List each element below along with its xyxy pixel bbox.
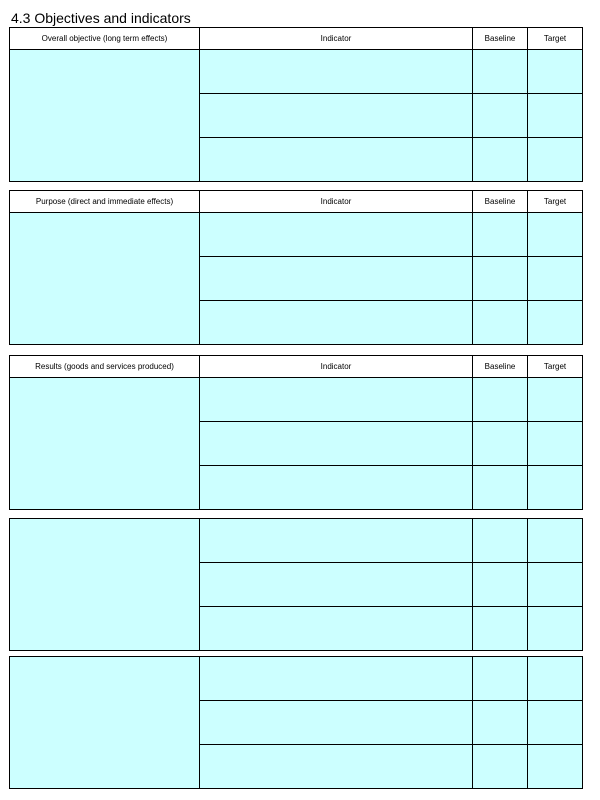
- baseline-column-header: Baseline: [473, 191, 528, 213]
- results-continuation-table: [9, 518, 583, 651]
- table-header-row: [10, 356, 583, 378]
- indicator-input-cell[interactable]: [200, 607, 473, 651]
- baseline-column-header: Baseline: [473, 356, 528, 378]
- table-row: [10, 378, 583, 422]
- baseline-input-cell[interactable]: [473, 745, 528, 789]
- indicator-input-cell[interactable]: [200, 745, 473, 789]
- objective-column-header: Overall objective (long term effects): [10, 28, 200, 50]
- result-input-cell[interactable]: [10, 378, 200, 510]
- overall-objective-table: [9, 27, 583, 182]
- target-input-cell[interactable]: [528, 94, 583, 138]
- target-column-header: Target: [528, 356, 583, 378]
- baseline-input-cell[interactable]: [473, 378, 528, 422]
- indicator-column-header: Indicator: [200, 356, 473, 378]
- result-input-cell[interactable]: [10, 519, 200, 651]
- target-input-cell[interactable]: [528, 563, 583, 607]
- target-column-header: Target: [528, 191, 583, 213]
- table-header-row: [10, 28, 583, 50]
- target-input-cell[interactable]: [528, 378, 583, 422]
- target-input-cell[interactable]: [528, 138, 583, 182]
- purpose-column-header: Purpose (direct and immediate effects): [10, 191, 200, 213]
- indicator-input-cell[interactable]: [200, 257, 473, 301]
- target-input-cell[interactable]: [528, 213, 583, 257]
- target-input-cell[interactable]: [528, 466, 583, 510]
- objective-input-cell[interactable]: [10, 50, 200, 182]
- target-input-cell[interactable]: [528, 519, 583, 563]
- indicator-input-cell[interactable]: [200, 50, 473, 94]
- indicator-column-header: Indicator: [200, 191, 473, 213]
- baseline-input-cell[interactable]: [473, 138, 528, 182]
- indicator-input-cell[interactable]: [200, 378, 473, 422]
- table-header-row: [10, 191, 583, 213]
- results-column-header: Results (goods and services produced): [10, 356, 200, 378]
- indicator-input-cell[interactable]: [200, 657, 473, 701]
- target-column-header: Target: [528, 28, 583, 50]
- baseline-input-cell[interactable]: [473, 301, 528, 345]
- table-row: [10, 657, 583, 701]
- indicator-column-header: Indicator: [200, 28, 473, 50]
- results-continuation-table: [9, 656, 583, 789]
- table-row: [10, 519, 583, 563]
- table-row: [10, 213, 583, 257]
- target-input-cell[interactable]: [528, 422, 583, 466]
- target-input-cell[interactable]: [528, 257, 583, 301]
- target-input-cell[interactable]: [528, 657, 583, 701]
- target-input-cell[interactable]: [528, 301, 583, 345]
- baseline-input-cell[interactable]: [473, 257, 528, 301]
- baseline-input-cell[interactable]: [473, 50, 528, 94]
- indicator-input-cell[interactable]: [200, 701, 473, 745]
- baseline-input-cell[interactable]: [473, 607, 528, 651]
- purpose-input-cell[interactable]: [10, 213, 200, 345]
- table-row: [10, 50, 583, 94]
- purpose-table: [9, 190, 583, 345]
- target-input-cell[interactable]: [528, 50, 583, 94]
- target-input-cell[interactable]: [528, 701, 583, 745]
- baseline-input-cell[interactable]: [473, 563, 528, 607]
- result-input-cell[interactable]: [10, 657, 200, 789]
- results-table: [9, 355, 583, 510]
- baseline-input-cell[interactable]: [473, 519, 528, 563]
- indicator-input-cell[interactable]: [200, 519, 473, 563]
- baseline-input-cell[interactable]: [473, 94, 528, 138]
- page-title: 4.3 Objectives and indicators: [11, 10, 191, 26]
- baseline-input-cell[interactable]: [473, 422, 528, 466]
- indicator-input-cell[interactable]: [200, 422, 473, 466]
- indicator-input-cell[interactable]: [200, 563, 473, 607]
- indicator-input-cell[interactable]: [200, 94, 473, 138]
- baseline-input-cell[interactable]: [473, 657, 528, 701]
- target-input-cell[interactable]: [528, 607, 583, 651]
- baseline-input-cell[interactable]: [473, 213, 528, 257]
- indicator-input-cell[interactable]: [200, 138, 473, 182]
- indicator-input-cell[interactable]: [200, 466, 473, 510]
- target-input-cell[interactable]: [528, 745, 583, 789]
- indicator-input-cell[interactable]: [200, 213, 473, 257]
- baseline-input-cell[interactable]: [473, 701, 528, 745]
- indicator-input-cell[interactable]: [200, 301, 473, 345]
- baseline-column-header: Baseline: [473, 28, 528, 50]
- baseline-input-cell[interactable]: [473, 466, 528, 510]
